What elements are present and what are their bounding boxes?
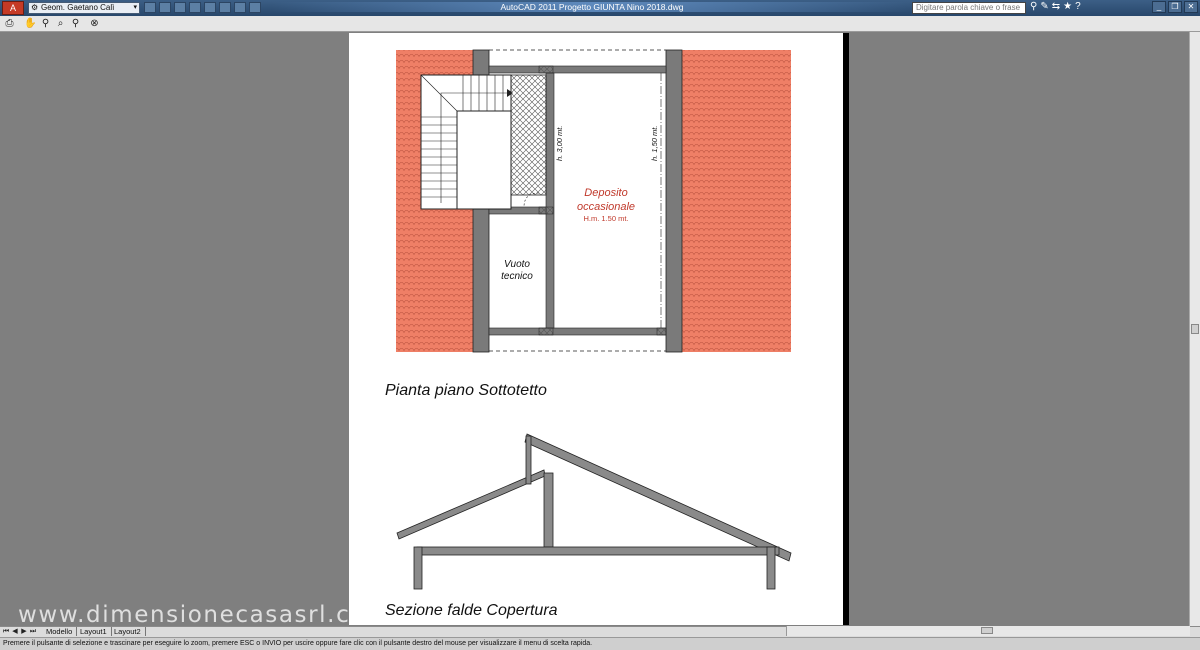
plot-icon[interactable]	[234, 2, 246, 13]
customize-icon[interactable]	[249, 2, 261, 13]
restore-button[interactable]: ❐	[1168, 1, 1182, 13]
first-tab-icon[interactable]: ⏮	[2, 628, 10, 635]
close-button[interactable]: ✕	[1184, 1, 1198, 13]
workspace-dropdown[interactable]	[28, 2, 140, 14]
horizontal-scroll-thumb[interactable]	[981, 627, 993, 634]
favorites-star-icon[interactable]: ★	[1063, 1, 1073, 12]
close-icon[interactable]: ⊗	[90, 18, 99, 29]
wall-top	[489, 66, 666, 73]
save-as-icon[interactable]	[189, 2, 201, 13]
dimension-right: h. 1,50 mt.	[650, 125, 659, 161]
tools-icon[interactable]: ✎	[1040, 1, 1049, 12]
roof-section	[397, 434, 791, 589]
tab-layout2[interactable]: Layout2	[110, 627, 146, 636]
open-icon[interactable]	[159, 2, 171, 13]
application-menu-button[interactable]: A	[2, 1, 24, 15]
window-controls	[1152, 1, 1198, 13]
horizontal-scrollbar[interactable]	[786, 626, 1190, 636]
tab-navigation	[2, 627, 37, 636]
stair-void	[457, 111, 511, 209]
prev-tab-icon[interactable]: ◀	[12, 628, 18, 635]
raised-post	[526, 436, 531, 484]
binoculars-icon[interactable]: ⚲	[1030, 1, 1038, 12]
wall-middle	[546, 73, 554, 328]
command-status-line: Premere il pulsante di selezione e trascinare per eseguire lo zoom, premere ESC o INVIO per uscire oppure fare clic con il pulsante destro del mouse per visualizzare il menu di scelta rapida.	[0, 637, 1200, 650]
room-label-line1: Deposito	[584, 187, 628, 199]
vertical-scrollbar[interactable]	[1189, 32, 1200, 626]
zoom-icon[interactable]: ⚲	[41, 18, 50, 29]
void-label-line1: Vuoto	[504, 259, 530, 270]
vertical-scroll-thumb[interactable]	[1191, 324, 1199, 334]
roof-slope-right	[525, 434, 791, 561]
title-bar	[0, 0, 1200, 16]
help-icon[interactable]: ?	[1075, 1, 1081, 12]
infocenter-tools	[1030, 1, 1081, 12]
paper-sheet	[349, 33, 843, 625]
center-post	[544, 473, 553, 547]
column-marker	[539, 66, 553, 73]
minimize-button[interactable]: _	[1152, 1, 1166, 13]
column-marker	[657, 328, 666, 335]
wall-bottom	[489, 328, 666, 335]
zoom-window-icon[interactable]: ⌕	[57, 18, 64, 29]
room-label-line2: occasionale	[576, 201, 636, 213]
plot-icon[interactable]: ⎙	[5, 18, 14, 29]
tab-model[interactable]: Modello	[42, 627, 77, 636]
chevron-down-icon: ▾	[133, 4, 137, 11]
save-icon[interactable]	[174, 2, 186, 13]
column-marker	[539, 328, 553, 335]
undo-icon[interactable]	[204, 2, 216, 13]
quick-access-toolbar	[144, 2, 268, 14]
hatched-duct	[511, 75, 546, 195]
last-tab-icon[interactable]: ⏭	[29, 628, 37, 635]
pan-icon[interactable]: ✋	[24, 18, 37, 29]
floor-slab	[417, 547, 779, 555]
zoom-previous-icon[interactable]: ⚲	[71, 18, 80, 29]
new-icon[interactable]	[144, 2, 156, 13]
void-label-line2: tecnico	[501, 271, 533, 282]
watermark: www.dimensionecasasrl.co	[18, 602, 367, 628]
exchange-icon[interactable]: ⇆	[1051, 1, 1061, 12]
plan-caption: Pianta piano Sottotetto	[385, 382, 547, 399]
sheet-shadow	[843, 33, 849, 625]
room-height-note: H.m. 1.50 mt.	[583, 214, 629, 223]
roof-tiles-right	[682, 50, 791, 352]
view-toolbar	[0, 16, 1200, 32]
search-input[interactable]: Digitare parola chiave o frase	[912, 2, 1026, 14]
section-caption: Sezione falde Copertura	[385, 602, 558, 619]
wall-right-section	[767, 547, 775, 589]
next-tab-icon[interactable]: ▶	[21, 628, 27, 635]
workspace-name: Geom. Gaetano Calì	[41, 3, 115, 12]
wall-right	[666, 50, 682, 352]
roof-slope-left	[397, 470, 545, 539]
document-title: AutoCAD 2011 Progetto GIUNTA Nino 2018.dwg	[272, 2, 912, 12]
dimension-left: h. 3,00 mt.	[555, 125, 564, 161]
column-marker	[539, 207, 553, 214]
drawing-canvas	[349, 33, 843, 625]
wall-left-section	[414, 547, 422, 589]
redo-icon[interactable]	[219, 2, 231, 13]
gear-icon: ⚙	[31, 3, 39, 12]
tab-layout1[interactable]: Layout1	[76, 627, 112, 636]
